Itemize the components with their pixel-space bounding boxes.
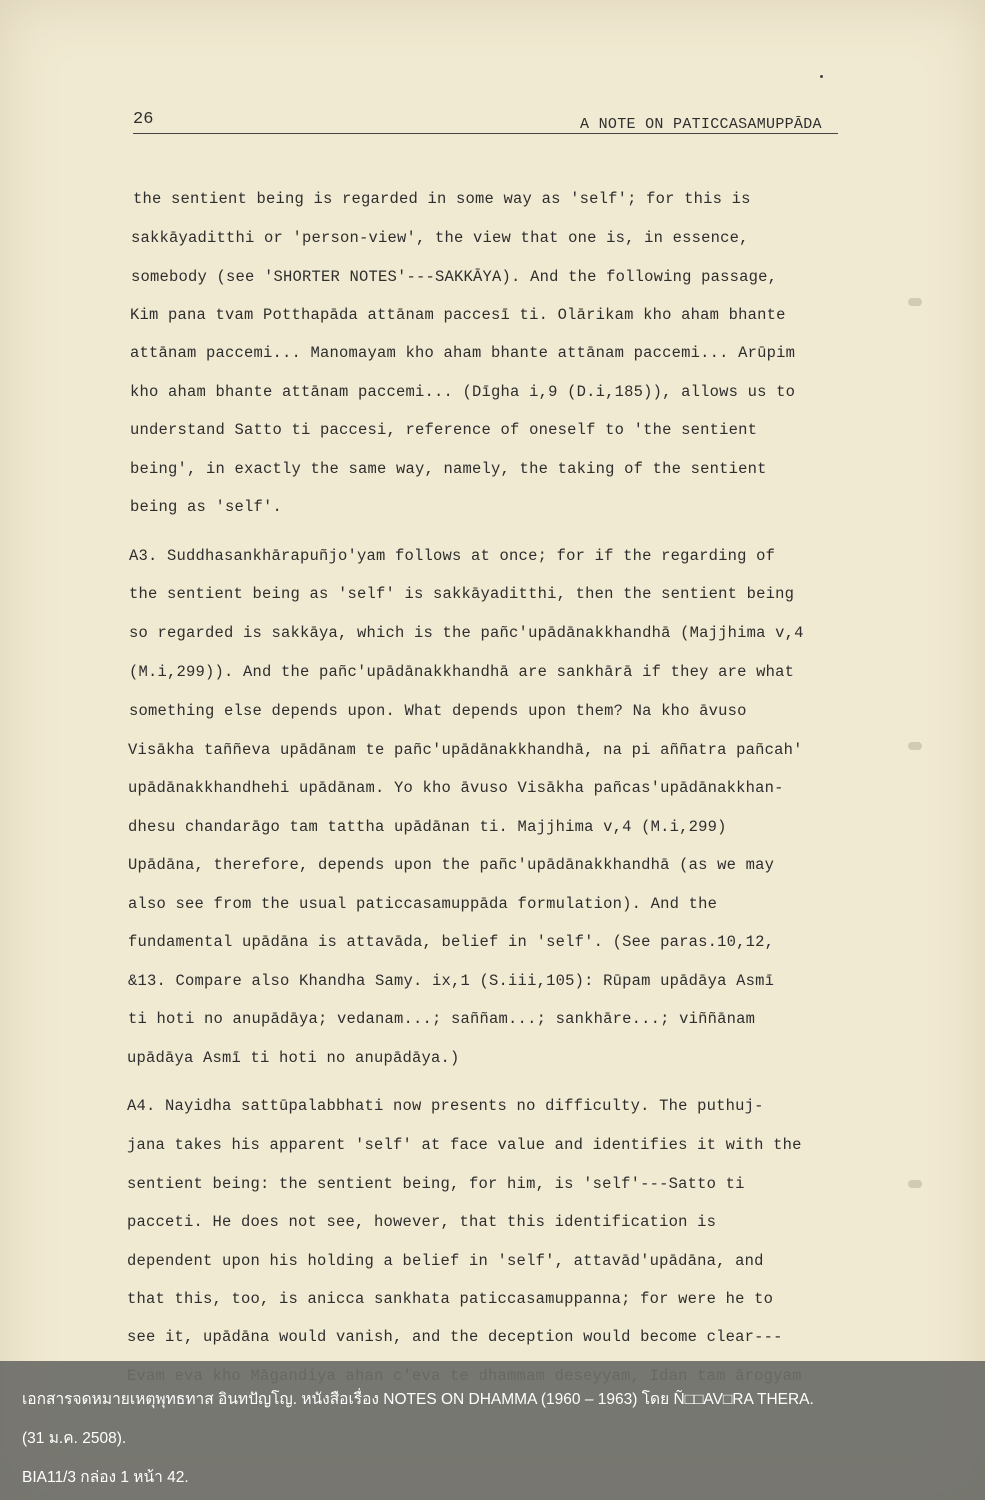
- text-line: also see from the usual paticcasamuppāda formulation). And the: [128, 895, 718, 913]
- caption-date: (31 ม.ค. 2508).: [22, 1430, 127, 1447]
- paragraph-start-a4: A4. Nayidha sattūpalabbhati now presents no difficulty. The puthuj-: [127, 1097, 764, 1115]
- text-line: Upādāna, therefore, depends upon the pañc'upādānakkhandhā (as we may: [128, 856, 775, 874]
- page-number: 26: [133, 110, 154, 129]
- text-line: sentient being: the sentient being, for him, is 'self'---Satto ti: [127, 1175, 745, 1193]
- page-mark: [908, 298, 922, 306]
- text-line: kho aham bhante attānam paccemi... (Dīgha i,9 (D.i,185)), allows us to: [130, 383, 796, 401]
- archive-caption: [0, 1361, 985, 1500]
- paragraph-start-a3: A3. Suddhasankhārapuñjo'yam follows at once; for if the regarding of: [129, 547, 776, 565]
- text-line: fundamental upādāna is attavāda, belief in 'self'. (See paras.10,12,: [128, 933, 775, 951]
- text-line: understand Satto ti paccesi, reference of oneself to 'the sentient: [130, 421, 758, 439]
- text-line: so regarded is sakkāya, which is the pañc'upādānakkhandhā (Majjhima v,4: [129, 624, 804, 642]
- text-line: somebody (see 'SHORTER NOTES'---SAKKĀYA). And the following passage,: [131, 268, 778, 286]
- ink-speck: [820, 75, 823, 78]
- text-line: see it, upādāna would vanish, and the deception would become clear---: [127, 1328, 783, 1346]
- text-line: Kim pana tvam Potthapāda attānam paccesī ti. Olārikam kho aham bhante: [130, 306, 786, 324]
- header-rule: [133, 133, 838, 134]
- text-line: dependent upon his holding a belief in 'self', attavād'upādāna, and: [127, 1252, 764, 1270]
- text-line: attānam paccemi... Manomayam kho aham bhante attānam paccemi... Arūpim: [130, 344, 796, 362]
- text-line: upādānakkhandhehi upādānam. Yo kho āvuso Visākha pañcas'upādānakkhan-: [128, 779, 784, 797]
- caption-title: เอกสารจดหมายเหตุพุทธทาส อินทปัญโญ. หนังสือเรื่อง NOTES ON DHAMMA (1960 – 1963) โดย Ñ□□AV□RA THERA.: [22, 1391, 814, 1408]
- text-line: dhesu chandarāgo tam tattha upādānan ti. Majjhima v,4 (M.i,299): [128, 818, 727, 836]
- text-line: the sentient being is regarded in some way as 'self'; for this is: [133, 190, 751, 208]
- text-line: &13. Compare also Khandha Samy. ix,1 (S.iii,105): Rūpam upādāya Asmī: [128, 972, 775, 990]
- text-line: jana takes his apparent 'self' at face value and identifies it with the: [127, 1136, 802, 1154]
- running-title: A NOTE ON PATICCASAMUPPĀDA: [580, 116, 822, 133]
- text-line: pacceti. He does not see, however, that this identification is: [127, 1213, 717, 1231]
- text-line: (M.i,299)). And the pañc'upādānakkhandhā are sankhārā if they are what: [129, 663, 795, 681]
- text-line: that this, too, is anicca sankhata paticcasamuppanna; for were he to: [127, 1290, 774, 1308]
- text-line: something else depends upon. What depends upon them? Na kho āvuso: [129, 702, 747, 720]
- text-line: sakkāyaditthi or 'person-view', the view that one is, in essence,: [131, 229, 749, 247]
- text-line: Visākha taññeva upādānam te pañc'upādānakkhandhā, na pi aññatra pañcah': [128, 741, 803, 759]
- caption-reference: BIA11/3 กล่อง 1 หน้า 42.: [22, 1469, 189, 1486]
- text-line: upādāya Asmī ti hoti no anupādāya.): [127, 1049, 460, 1067]
- text-line: being', in exactly the same way, namely, the taking of the sentient: [130, 460, 767, 478]
- text-line: ti hoti no anupādāya; vedanam...; saññam...; sankhāre...; viññānam: [128, 1010, 756, 1028]
- text-line: being as 'self'.: [130, 498, 283, 516]
- page-mark: [908, 742, 922, 750]
- page-mark: [908, 1180, 922, 1188]
- text-line: the sentient being as 'self' is sakkāyaditthi, then the sentient being: [129, 585, 795, 603]
